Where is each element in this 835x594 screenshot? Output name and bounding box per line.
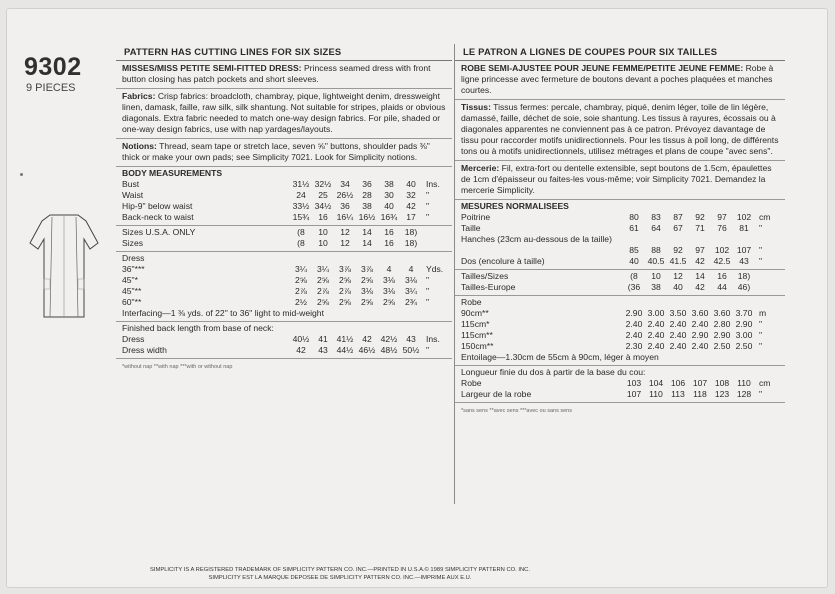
- row-label: 115cm*: [461, 319, 490, 329]
- table-cell: 16: [384, 227, 394, 237]
- table-cell: 123: [714, 389, 730, 399]
- unit-cell: ": [426, 201, 430, 211]
- table-cell: 2.40: [669, 341, 687, 351]
- row-label: 45"*: [122, 275, 138, 285]
- table-cell: 16: [384, 238, 394, 248]
- table-cell: 4: [386, 264, 392, 274]
- pattern-pieces: 9 PIECES: [26, 82, 76, 94]
- table-cell: 107: [692, 378, 708, 388]
- english-column: [116, 44, 452, 373]
- french-sizes: [455, 270, 785, 296]
- table-cell: 41: [318, 334, 328, 344]
- table-row: [116, 212, 452, 223]
- table-cell: 48½: [380, 345, 398, 355]
- unit-cell: ": [426, 190, 430, 200]
- table-cell: 43: [318, 345, 328, 355]
- table-cell: 3⅛: [361, 286, 373, 296]
- table-cell: 3⅛: [383, 275, 395, 285]
- table-cell: 46½: [358, 345, 376, 355]
- table-cell: 2⅞: [317, 286, 329, 296]
- table-cell: 31½: [292, 179, 310, 189]
- body-measurements-title: BODY MEASUREMENTS: [122, 168, 223, 178]
- table-cell: 41.5: [669, 256, 687, 266]
- unit-cell: Ins.: [426, 334, 440, 344]
- table-cell: 2⅝: [361, 275, 373, 285]
- table-cell: 104: [648, 378, 664, 388]
- table-cell: 4: [408, 264, 414, 274]
- table-row: [455, 330, 785, 341]
- table-cell: 40: [406, 179, 416, 189]
- unit-cell: Yds.: [426, 264, 444, 274]
- unit-cell: ": [759, 256, 763, 266]
- table-row: [455, 308, 785, 319]
- table-cell: 2⅞: [295, 286, 307, 296]
- table-cell: 43: [739, 256, 749, 266]
- table-cell: 34½: [314, 201, 332, 211]
- english-footnote: *without nap **with nap ***with or without nap: [122, 364, 233, 370]
- table-cell: 64: [651, 223, 661, 233]
- table-cell: 76: [717, 223, 727, 233]
- english-header: PATTERN HAS CUTTING LINES FOR SIX SIZES: [116, 44, 452, 61]
- table-row: [455, 212, 785, 223]
- row-label: Poitrine: [461, 212, 491, 222]
- table-cell: 12: [340, 238, 350, 248]
- table-cell: 40: [384, 201, 394, 211]
- table-cell: 18): [404, 238, 418, 248]
- table-cell: 2.80: [713, 319, 731, 329]
- table-cell: 2.40: [669, 319, 687, 329]
- row-label: 150cm**: [461, 341, 494, 351]
- table-cell: 2.40: [625, 330, 643, 340]
- table-cell: 2⅝: [339, 297, 351, 307]
- table-cell: 2.50: [713, 341, 731, 351]
- table-cell: (8: [630, 271, 638, 281]
- table-cell: 10: [318, 238, 328, 248]
- row-label: Sizes U.S.A. ONLY: [122, 227, 196, 237]
- english-body-measurements: [116, 167, 452, 226]
- footer-line-french: SIMPLICITY EST LA MARQUE DEPOSEE DE SIMPLICITY PATTERN CO. INC.—IMPRIME AUX E.U.: [208, 575, 472, 581]
- table-cell: 46): [737, 282, 751, 292]
- table-cell: 42: [406, 201, 416, 211]
- table-cell: 83: [651, 212, 661, 222]
- row-label: 45"**: [122, 286, 142, 296]
- table-cell: 97: [717, 212, 727, 222]
- row-label: Taille: [461, 223, 481, 233]
- english-fabrics: [116, 89, 452, 139]
- fabrics-title: Tissus:: [461, 102, 491, 112]
- row-label: Waist: [122, 190, 144, 200]
- table-cell: 3¼: [405, 286, 417, 296]
- table-cell: 2⅝: [339, 275, 351, 285]
- table-cell: 110: [737, 378, 751, 388]
- unit-cell: ": [759, 245, 763, 255]
- table-cell: 16½: [358, 212, 376, 222]
- fabrics-title: Fabrics:: [122, 91, 156, 101]
- table-cell: 10: [318, 227, 328, 237]
- table-cell: 2.40: [647, 330, 665, 340]
- french-header: LE PATRON A LIGNES DE COUPES POUR SIX TAILLES: [455, 44, 785, 61]
- unit-cell: Ins.: [426, 179, 440, 189]
- english-finished-measurements: [116, 322, 452, 359]
- table-cell: 2.50: [735, 341, 753, 351]
- table-cell: 88: [651, 245, 661, 255]
- table-row: [455, 389, 785, 400]
- table-row: [116, 275, 452, 286]
- french-description: [455, 61, 785, 100]
- table-cell: 2⅝: [383, 297, 395, 307]
- table-row: [116, 297, 452, 308]
- table-cell: 42½: [380, 334, 398, 344]
- table-row: [116, 334, 452, 345]
- description-text: Robe à ligne princesse avec fermeture de boutons devant a poches plaquées et manches courtes.: [461, 63, 774, 95]
- table-cell: 33½: [292, 201, 310, 211]
- table-cell: 3¼: [295, 264, 307, 274]
- table-cell: 80: [629, 212, 639, 222]
- table-cell: 2⅝: [317, 297, 329, 307]
- table-cell: 2.40: [647, 319, 665, 329]
- table-cell: 40: [673, 282, 683, 292]
- finished-length-title: Finished back length from base of neck:: [122, 323, 274, 333]
- table-cell: 106: [670, 378, 686, 388]
- description-title: ROBE SEMI-AJUSTEE POUR JEUNE FEMME/PETITE JEUNE FEMME:: [461, 63, 744, 73]
- english-description: [116, 61, 452, 89]
- table-cell: 28: [362, 190, 372, 200]
- table-cell: 113: [671, 389, 685, 399]
- table-row: [116, 264, 452, 275]
- table-cell: 14: [362, 238, 372, 248]
- table-cell: 2½: [295, 297, 307, 307]
- table-cell: 2.40: [647, 341, 665, 351]
- trademark-footer: [130, 566, 550, 582]
- row-label: Back-neck to waist: [122, 212, 194, 222]
- table-cell: 3.60: [713, 308, 731, 318]
- interfacing-note: Entoilage—1.30cm de 55cm à 90cm, léger à moyen: [461, 352, 659, 362]
- table-cell: 3⅛: [405, 275, 417, 285]
- row-label: 60"**: [122, 297, 142, 307]
- table-cell: 43: [406, 334, 416, 344]
- table-cell: 2.40: [625, 319, 643, 329]
- table-cell: 128: [736, 389, 752, 399]
- table-cell: 42: [695, 282, 705, 292]
- table-cell: (36: [627, 282, 641, 292]
- fabrics-text: Crisp fabrics: broadcloth, chambray, pique, lightweight denim, dressweight linen, damask, faille, raw silk, silk shantung. Not suitable for stripes, plaids or obvious diagonals. Extra fabric needed to match one-way design fabrics. For pile, shaded or one-way design fabrics, use with nap yardages/layouts.: [122, 91, 446, 134]
- table-cell: 92: [695, 212, 705, 222]
- unit-cell: cm: [759, 378, 771, 388]
- table-cell: 44½: [336, 345, 354, 355]
- table-row: [455, 378, 785, 389]
- table-cell: 110: [649, 389, 663, 399]
- table-cell: 2.40: [691, 319, 709, 329]
- notions-text: Fil, extra-fort ou dentelle extensible, sept boutons de 1.5cm, épaulettes de 1cm d'épaisseur ou faites-les vous-même; voir Simplicity 7021. Demandez la mercerie Simplicity.: [461, 163, 772, 195]
- table-cell: 3⅛: [383, 286, 395, 296]
- table-row: [116, 179, 452, 190]
- table-cell: 24: [296, 190, 306, 200]
- unit-cell: cm: [759, 212, 771, 222]
- table-cell: 32: [406, 190, 416, 200]
- table-cell: 108: [714, 378, 730, 388]
- table-row: [116, 190, 452, 201]
- row-label: Tailles-Europe: [461, 282, 516, 292]
- table-cell: 2.90: [713, 330, 731, 340]
- unit-cell: ": [759, 341, 763, 351]
- table-cell: 81: [739, 223, 749, 233]
- unit-cell: ": [759, 389, 763, 399]
- finished-length-title: Longueur finie du dos à partir de la base du cou:: [461, 367, 646, 377]
- table-cell: 14: [695, 271, 705, 281]
- table-cell: 2⅝: [361, 297, 373, 307]
- unit-cell: m: [759, 308, 767, 318]
- row-label: Tailles/Sizes: [461, 271, 509, 281]
- interfacing-note: Interfacing—1 ⅜ yds. of 22" to 36" light to mid-weight: [122, 308, 324, 318]
- table-cell: 3.60: [691, 308, 709, 318]
- table-cell: 40.5: [647, 256, 665, 266]
- row-label: Dos (encolure à taille): [461, 256, 545, 266]
- table-cell: 107: [626, 389, 642, 399]
- table-cell: 14: [362, 227, 372, 237]
- notions-title: Notions:: [122, 141, 157, 151]
- table-row: [116, 286, 452, 297]
- table-cell: 42: [362, 334, 372, 344]
- row-label: Hip-9" below waist: [122, 201, 193, 211]
- table-cell: 2⅝: [295, 275, 307, 285]
- table-cell: 118: [693, 389, 707, 399]
- row-label: 90cm**: [461, 308, 489, 318]
- table-cell: 12: [340, 227, 350, 237]
- table-row: [455, 223, 785, 234]
- table-cell: 42: [296, 345, 306, 355]
- pattern-number: 9302: [24, 53, 82, 81]
- unit-cell: ": [426, 345, 430, 355]
- row-label: Sizes: [122, 238, 144, 248]
- table-cell: 16: [318, 212, 328, 222]
- unit-cell: ": [759, 330, 763, 340]
- fabrics-text: Tissus fermes: percale, chambray, piqué, denim léger, toile de lin légère, damassé, faille, déchet de soie, soie shantung. Les tissus à rayures, écossais ou à diagonales apparentes ne conviennent pas à ce patron. Prévoyez davantage de tissu pour raccorder motifs unidirectionnels. Pour les tissus à poil long, de différents tons ou à motifs unidirectionnels, utilisez métrages et plans de coupe "avec sens".: [461, 102, 779, 156]
- row-label: Dress: [122, 334, 145, 344]
- description-text: Princess seamed dress with front button closing has patch pockets and short sleeves.: [122, 63, 431, 84]
- row-label: 36"***: [122, 264, 145, 274]
- table-cell: 2.40: [691, 341, 709, 351]
- table-cell: (8: [297, 227, 305, 237]
- notions-title: Mercerie:: [461, 163, 500, 173]
- notions-text: Thread, seam tape or stretch lace, seven ⅝" buttons, shoulder pads ⅜" thick or make your own pads; see Simplicity 7021. Look for Simplicity notions.: [122, 141, 430, 162]
- dress-title: Robe: [461, 297, 482, 307]
- table-cell: 16¾: [380, 212, 398, 222]
- decorative-dot: [20, 173, 23, 176]
- table-cell: 15¾: [292, 212, 310, 222]
- table-row: [455, 256, 785, 267]
- table-cell: (8: [297, 238, 305, 248]
- table-cell: 18): [737, 271, 751, 281]
- table-cell: 16: [717, 271, 727, 281]
- table-cell: 12: [673, 271, 683, 281]
- table-cell: 17: [406, 212, 416, 222]
- table-cell: 36: [362, 179, 372, 189]
- table-cell: 3.00: [735, 330, 753, 340]
- table-cell: 32½: [314, 179, 332, 189]
- table-cell: 107: [736, 245, 752, 255]
- table-cell: 42: [695, 256, 705, 266]
- table-cell: 40½: [292, 334, 310, 344]
- row-label: Bust: [122, 179, 140, 189]
- french-body-measurements: [455, 200, 785, 270]
- table-cell: 26½: [336, 190, 354, 200]
- english-sizes: [116, 226, 452, 252]
- table-cell: 2.30: [625, 341, 643, 351]
- unit-cell: ": [426, 212, 430, 222]
- table-cell: 103: [626, 378, 642, 388]
- table-cell: 3¼: [317, 264, 329, 274]
- unit-cell: ": [426, 275, 430, 285]
- table-cell: 30: [384, 190, 394, 200]
- table-row: [116, 227, 452, 238]
- table-cell: 71: [695, 223, 705, 233]
- table-row: [455, 341, 785, 352]
- row-label: Largeur de la robe: [461, 389, 532, 399]
- table-cell: 3⅞: [361, 264, 373, 274]
- table-cell: 34: [340, 179, 350, 189]
- row-label: Robe: [461, 378, 482, 388]
- table-cell: 2.40: [669, 330, 687, 340]
- table-cell: 85: [629, 245, 639, 255]
- table-cell: 3.00: [647, 308, 665, 318]
- table-cell: 38: [384, 179, 394, 189]
- table-cell: 3⅞: [339, 264, 351, 274]
- table-cell: 2¾: [405, 297, 417, 307]
- table-row: [116, 345, 452, 356]
- table-row: [455, 271, 785, 282]
- table-cell: 2⅝: [317, 275, 329, 285]
- english-notions: [116, 139, 452, 167]
- row-label: Dress width: [122, 345, 167, 355]
- table-cell: 16¼: [336, 212, 354, 222]
- row-label: Hanches (23cm au-dessous de la taille): [461, 234, 612, 244]
- table-cell: 2.90: [735, 319, 753, 329]
- table-cell: 41½: [336, 334, 354, 344]
- english-yardage: [116, 252, 452, 322]
- table-cell: 36: [340, 201, 350, 211]
- table-cell: 102: [736, 212, 752, 222]
- dress-title: Dress: [122, 253, 145, 263]
- description-title: MISSES/MISS PETITE SEMI-FITTED DRESS:: [122, 63, 302, 73]
- table-cell: 2⅞: [339, 286, 351, 296]
- table-cell: 2.90: [625, 308, 643, 318]
- row-label: 115cm**: [461, 330, 493, 340]
- table-cell: 3.70: [735, 308, 753, 318]
- table-row: [455, 245, 785, 256]
- table-cell: 92: [673, 245, 683, 255]
- table-cell: 87: [673, 212, 683, 222]
- unit-cell: ": [426, 286, 430, 296]
- table-cell: 42.5: [713, 256, 731, 266]
- table-cell: 44: [717, 282, 727, 292]
- table-cell: 2.90: [691, 330, 709, 340]
- french-column: [455, 44, 785, 417]
- dress-back-view-illustration: [28, 213, 100, 327]
- table-cell: 25: [318, 190, 328, 200]
- table-cell: 10: [651, 271, 661, 281]
- table-cell: 61: [629, 223, 639, 233]
- french-footnote: *sans sens **avec sens ***avec ou sans sens: [461, 408, 572, 414]
- table-cell: 97: [695, 245, 705, 255]
- french-yardage: [455, 296, 785, 366]
- table-cell: 38: [362, 201, 372, 211]
- table-row: [116, 238, 452, 249]
- table-row: [455, 319, 785, 330]
- unit-cell: ": [759, 223, 763, 233]
- table-row: [116, 201, 452, 212]
- table-cell: 18): [404, 227, 418, 237]
- unit-cell: ": [426, 297, 430, 307]
- french-fabrics: [455, 100, 785, 161]
- table-row: [455, 282, 785, 293]
- body-measurements-title: MESURES NORMALISEES: [461, 201, 569, 211]
- footer-line-english: SIMPLICITY IS A REGISTERED TRADEMARK OF SIMPLICITY PATTERN CO. INC.—PRINTED IN U.S.A.© 1989 SIMPLICITY PATTERN CO. INC.: [150, 567, 530, 573]
- table-cell: 38: [651, 282, 661, 292]
- table-cell: 3.50: [669, 308, 687, 318]
- french-notions: [455, 161, 785, 200]
- french-finished-measurements: [455, 366, 785, 403]
- table-cell: 67: [673, 223, 683, 233]
- table-cell: 102: [714, 245, 730, 255]
- unit-cell: ": [759, 319, 763, 329]
- table-cell: 40: [629, 256, 639, 266]
- table-cell: 50½: [402, 345, 420, 355]
